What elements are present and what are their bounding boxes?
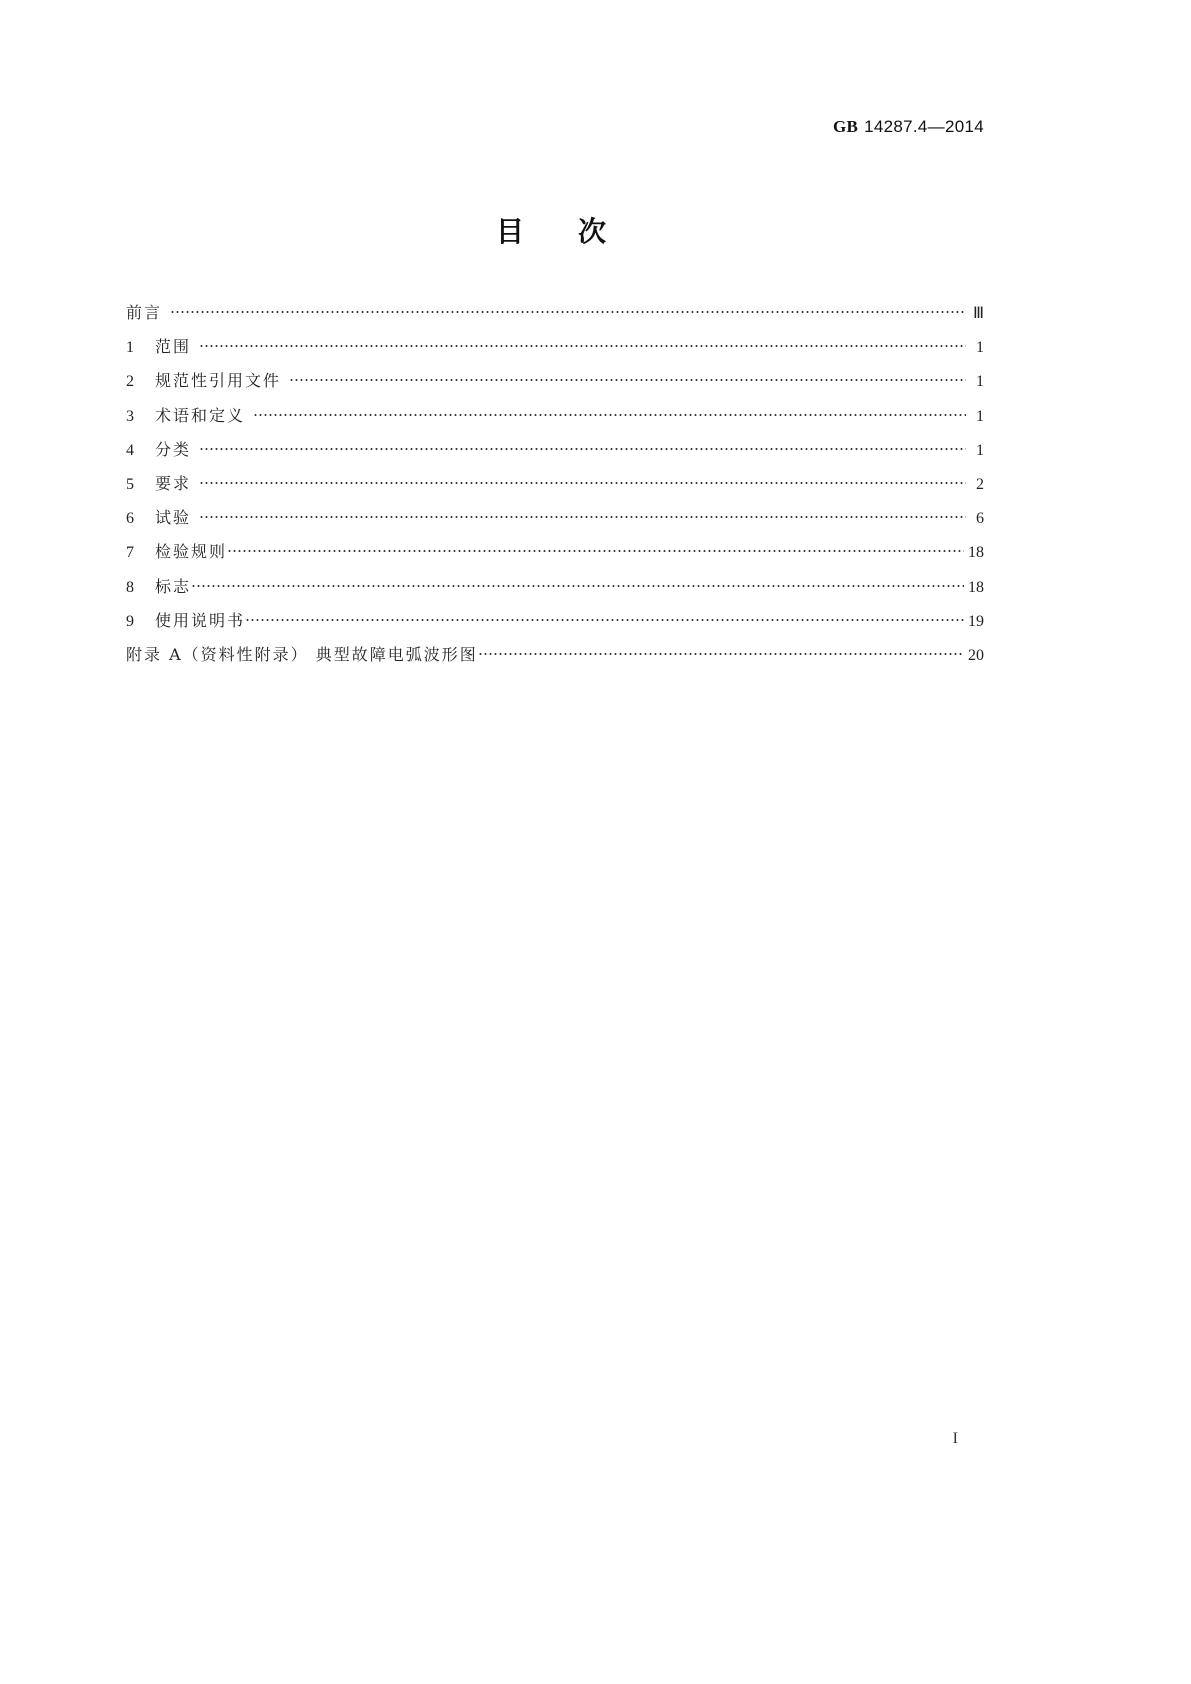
toc-entry-label: 要求: [155, 473, 192, 493]
toc-dot-leader: [199, 469, 966, 485]
toc-dot-leader: [199, 435, 966, 451]
toc-entry-page: Ⅲ: [972, 305, 984, 322]
toc-dot-leader: [227, 537, 964, 553]
toc-entry-label: 范围: [155, 337, 192, 357]
toc-entry-6[interactable]: [126, 505, 984, 539]
toc-entry-1[interactable]: [126, 334, 984, 368]
toc-dot-leader: [199, 503, 966, 519]
toc-dot-leader: [289, 366, 966, 382]
toc-dot-leader: [170, 298, 966, 314]
toc-entry-number: 5: [126, 475, 134, 493]
toc-entry-label: 检验规则: [155, 542, 228, 562]
page-title-char-1: 目: [495, 215, 524, 248]
toc-entry-number: 6: [126, 510, 134, 528]
toc-entry-foreword[interactable]: [126, 300, 984, 334]
toc-entry-4[interactable]: [126, 437, 984, 471]
toc-entry-page: 1: [976, 407, 984, 425]
toc-entry-2[interactable]: [126, 368, 984, 402]
standard-number: 14287.4—2014: [864, 117, 984, 136]
page-title-char-2: 次: [578, 215, 607, 248]
toc-entry-5[interactable]: [126, 471, 984, 505]
page-number: I: [952, 1430, 958, 1447]
toc-entry-number: 2: [126, 373, 134, 391]
toc-dot-leader: [199, 332, 966, 348]
toc-entry-label: 标志: [155, 576, 192, 596]
toc-entry-page: 20: [968, 646, 984, 664]
toc-entry-label: 规范性引用文件: [155, 371, 282, 391]
toc-entry-8[interactable]: [126, 574, 984, 608]
page-title: [0, 210, 1102, 250]
toc-dot-leader: [478, 640, 964, 656]
toc-entry-annex-a[interactable]: [126, 642, 984, 676]
toc-entry-page: 1: [976, 339, 984, 357]
toc-entry-label: 附录 A（资料性附录） 典型故障电弧波形图: [126, 644, 478, 664]
toc-entry-3[interactable]: [126, 403, 984, 437]
toc-entry-number: 8: [126, 578, 134, 596]
standard-prefix: GB: [832, 117, 859, 136]
toc-entry-9[interactable]: [126, 608, 984, 642]
toc-entry-page: 6: [976, 510, 984, 528]
toc-entry-number: 3: [126, 407, 134, 425]
toc-entry-number: 4: [126, 441, 134, 459]
toc-dot-leader: [191, 572, 964, 588]
toc-entry-page: 18: [968, 578, 984, 596]
toc-entry-page: 19: [968, 612, 984, 630]
toc-entry-page: 18: [968, 544, 984, 562]
toc-entry-page: 1: [976, 373, 984, 391]
toc-dot-leader: [245, 606, 964, 622]
toc-entry-page: 1: [976, 441, 984, 459]
toc-entry-label: 试验: [155, 508, 192, 528]
toc-dot-leader: [253, 401, 966, 417]
toc-entry-7[interactable]: [126, 539, 984, 573]
toc-entry-number: 1: [126, 339, 134, 357]
toc-entry-label: 使用说明书: [155, 610, 246, 630]
toc-entry-label: 前言: [126, 303, 163, 322]
toc-entry-page: 2: [976, 475, 984, 493]
toc-entry-number: 7: [126, 544, 134, 562]
table-of-contents: [126, 300, 984, 676]
toc-entry-label: 分类: [155, 439, 192, 459]
standard-code: [833, 117, 984, 137]
toc-entry-label: 术语和定义: [155, 405, 246, 425]
toc-entry-number: 9: [126, 612, 134, 630]
